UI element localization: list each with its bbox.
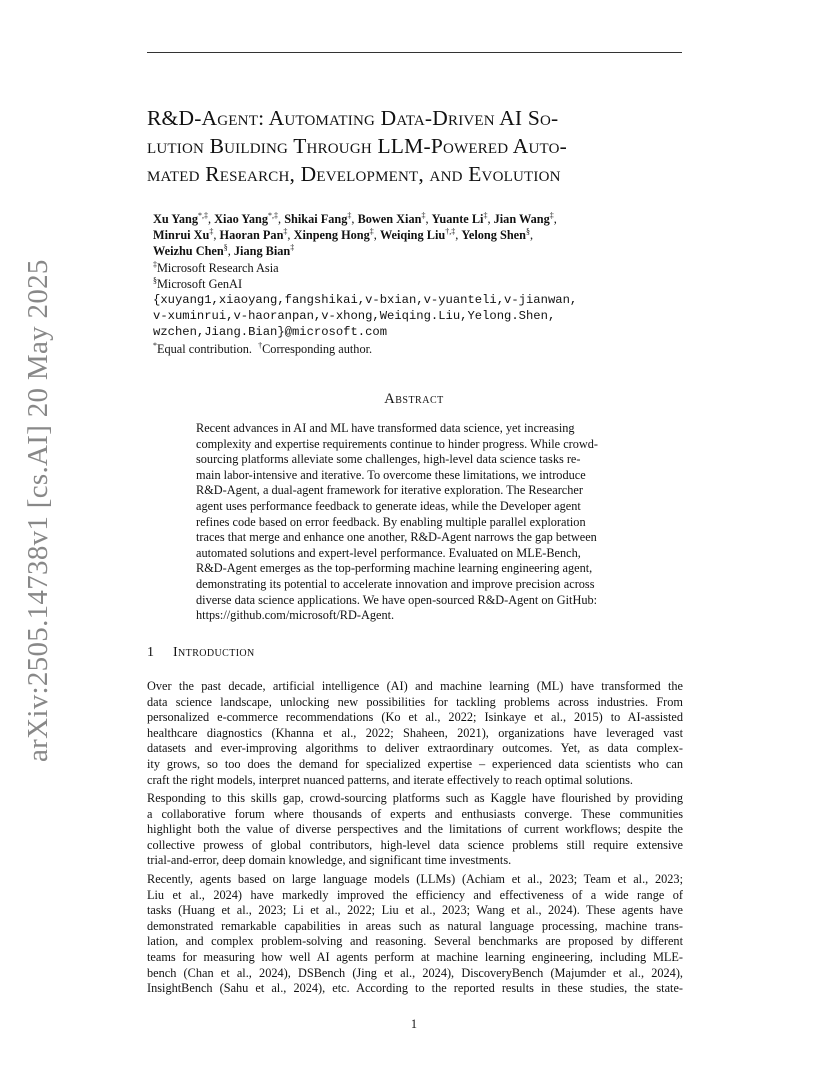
paragraph-line: a collaborative forum where thousands of experts and enthusiasts converge. These communities [147,806,683,821]
paragraph [147,679,683,788]
author-name: Haoran Pan [219,228,284,243]
author-name: Weiqing Liu [379,228,446,243]
paragraph-line: data science landscape, unlocking new possibilities for tackling problems across industries. From [147,694,683,709]
paragraph [147,791,683,869]
abstract-line: Recent advances in AI and ML have transformed data science, yet increasing [196,421,575,435]
author-name: Xu Yang [153,212,198,226]
email-line[interactable]: v-xuminrui,v-haoranpan,v-xhong,Weiqing.Liu,Yelong.Shen, [153,309,556,324]
abstract-line: demonstrating its potential to accelerate innovation and improve precision across [196,576,595,591]
abstract-line: refines code based on error feedback. By enabling multiple parallel exploration [196,514,586,529]
author-name: Jiang Bian [233,244,291,259]
abstract-line: agent uses performance feedback to generate ideas, while the Developer agent [196,498,581,513]
author-name: Xiao Yang [214,212,269,226]
header-rule [147,52,682,53]
paragraph-line: trial-and-error, deep domain knowledge, and significant time investments. [147,853,512,868]
github-link[interactable]: https://github.com/microsoft/RD-Agent. [196,608,395,623]
author-name: Jian Wang [493,212,550,226]
section-number: 1 [147,645,154,660]
paragraph-line: demonstrated remarkable capabilities in areas such as natural language processing, machine trans- [147,918,683,933]
paragraph [147,872,683,997]
paragraph-line: tasks (Huang et al., 2023; Li et al., 2022; Liu et al., 2023; Wang et al., 2024). These agents have [147,903,683,918]
author-block [153,211,673,357]
section-title: Introduction [173,645,255,660]
abstract-body [196,421,634,624]
abstract-line: R&D-Agent, a dual-agent framework for iterative exploration. The Researcher [196,483,583,498]
email-line[interactable]: wzchen,Jiang.Bian}@microsoft.com [153,325,388,340]
abstract-line: sourcing platforms alleviate some challenges, high-level data science tasks re- [196,452,581,467]
paragraph-line: InsightBench (Sahu et al., 2024), etc. According to the reported results in these studies, the state- [147,981,683,996]
author-name: Shikai Fang [284,212,348,226]
author-name: Minrui Xu [153,228,210,243]
author-name: Yelong Shen [461,228,526,243]
author-name: Bowen Xian [357,212,422,226]
abstract-line: automated solutions and expert-level performance. Evaluated on MLE-Bench, [196,545,581,560]
paragraph-line: bench (Chan et al., 2024), DSBench (Jing et al., 2024), DiscoveryBench (Majumder et al., 2024), [147,965,683,980]
paragraph-line: Over the past decade, artificial intelligence (AI) and machine learning (ML) have transformed the [147,679,683,693]
abstract-line: main labor-intensive and iterative. To overcome these limitations, we introduce [196,467,586,482]
abstract-line: traces that merge and enhance one another, R&D-Agent narrows the gap between [196,530,597,545]
paragraph-line: personalized e-commerce recommendations (Ko et al., 2022; Isinkaye et al., 2015) to AI-assisted [147,710,683,725]
paragraph-line: collective prowess of global contributors, high-level data science problems still require extensive [147,837,683,852]
paragraph-line: Liu et al., 2024) have markedly improved the efficiency and effectiveness of a wide range of [147,887,683,902]
affiliation: ‡Microsoft Research Asia [153,259,279,275]
paragraph-line: datasets and ever-improving algorithms to deliver extraordinary outcomes. Yet, as data complex- [147,741,683,756]
abstract-heading: Abstract [384,391,444,407]
author-line: Xu Yang*,‡, Xiao Yang*,‡, Shikai Fang‡, Bowen Xian‡, Yuante Li‡, Jian Wang‡, [153,210,557,226]
title-line: lution Building Through LLM-Powered Auto- [147,134,567,158]
abstract-line: R&D-Agent emerges as the top-performing machine learning engineering agent, [196,561,593,576]
title-line: R&D-Agent: Automating Data-Driven AI So- [147,106,559,130]
author-name: Xinpeng Hong [293,228,370,243]
author-notes: *Equal contribution. †Corresponding author. [153,340,373,356]
author-name: Yuante Li [431,212,484,226]
paragraph-line: teams for measuring how well AI agents perform at machine learning engineering, including MLE- [147,949,683,964]
paragraph-line: highlight both the value of diverse perspectives and the limitations of current workflows; despite the [147,822,683,837]
page-number: 1 [410,1017,418,1031]
paragraph-line: Responding to this skills gap, crowd-sourcing platforms such as Kaggle have flourished by providing [147,791,683,805]
paragraph-line: lation, and complex problem-solving and reasoning. Several benchmarks are proposed by different [147,934,683,949]
email-line[interactable]: {xuyang1,xiaoyang,fangshikai,v-bxian,v-yuanteli,v-jianwan, [153,293,578,308]
author-name: Weizhu Chen [153,244,224,259]
author-line: Weizhu Chen§, Jiang Bian‡ [153,243,295,259]
arxiv-identifier[interactable]: arXiv:2505.14738v1 [cs.AI] 20 May 2025 [22,259,54,762]
paragraph-line: Recently, agents based on large language models (LLMs) (Achiam et al., 2023; Team et al., 2023; [147,872,683,886]
section-heading [147,645,255,661]
paper-title [147,104,692,188]
author-line: Minrui Xu‡, Haoran Pan‡, Xinpeng Hong‡, Weiqing Liu†,‡, Yelong Shen§, [153,227,534,243]
title-line: mated Research, Development, and Evolution [147,162,561,186]
abstract-line: diverse data science applications. We have open-sourced R&D-Agent on GitHub: [196,592,598,607]
abstract-line: complexity and expertise requirements continue to hinder progress. While crowd- [196,436,599,451]
paragraph-line: ity grows, so too does the demand for specialized expertise – experienced data scientists who can [147,756,683,771]
paragraph-line: craft the right models, interpret nuanced patterns, and iterate effectively to reach optimal solutions. [147,772,634,787]
affiliation: §Microsoft GenAI [153,275,243,291]
paragraph-line: healthcare diagnostics (Khanna et al., 2022; Shaheen, 2021), organizations have leveraged vast [147,725,683,740]
